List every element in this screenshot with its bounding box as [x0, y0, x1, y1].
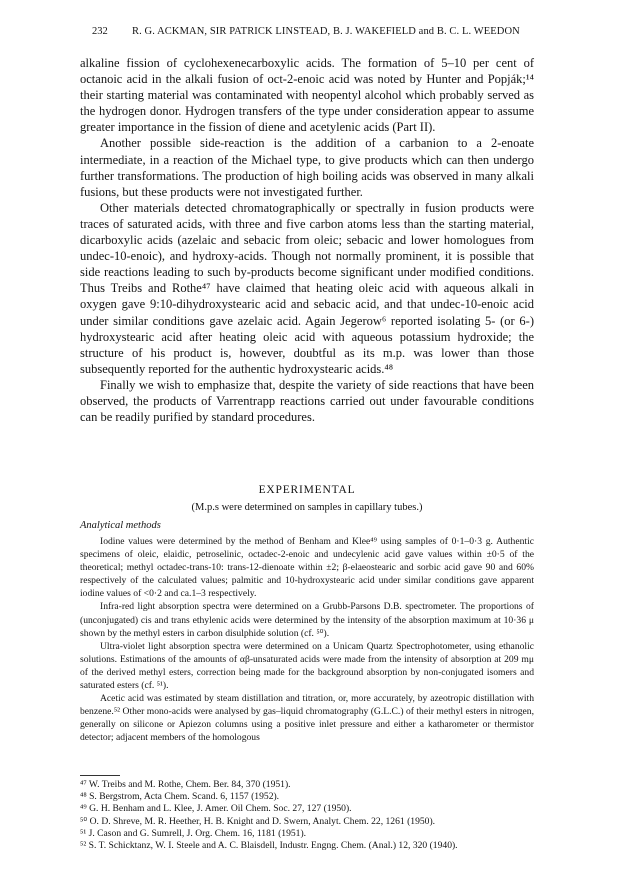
body-paragraph: Finally we wish to emphasize that, despite the variety of side reactions that have been observed, the products of Varrentrapp reactions carried out under favourable conditions can be readily purified by standard procedures. [80, 377, 534, 425]
footnotes [80, 779, 534, 852]
body-paragraph: alkaline fission of cyclohexenecarboxylic acids. The formation of 5–10 per cent of octanoic acid in the alkali fusion of oct-2-enoic acid was noted by Hunter and Popják;¹⁴ their starting material was contaminated with neopentyl alcohol which probably served as the hydrogen donor. Hydrogen transfers of the type under consideration appear to assume greater importance in the fission of diene and acetylenic acids (Part II). [80, 56, 534, 135]
footnote-divider [80, 775, 120, 776]
experimental-text [80, 535, 534, 745]
experimental-paragraph: Iodine values were determined by the method of Benham and Klee⁴⁹ using samples of 0·1–0·3 g. Authentic specimens of oleic, elaidic, petroselinic, octadec-2-enoic and undecylenic acid gave values within ±0·5 of the theoretical; methyl octadec-trans-10: trans-12-dienoate within ±2; β-elaeostearic and sorbic acid gave 90 and 60% respectively of the calculated values; palmitic and 10-hydroxystearic acid under similar conditions gave apparent iodine values of <0·2 and ca.1–3 respectively. [80, 536, 534, 600]
page-number: 232 [92, 26, 108, 37]
body-paragraph: Another possible side-reaction is the addition of a carbanion to a 2-enoate intermediate, in a reaction of the Michael type, to give products which can then undergo further transformations. The production of high boiling acids was observed in many alkali fusions, but these products were not investigated further. [80, 136, 534, 199]
footnote: ⁵¹ J. Cason and G. Sumrell, J. Org. Chem. 16, 1181 (1951). [80, 827, 307, 839]
experimental-paragraph: Acetic acid was estimated by steam distillation and titration, or, more accurately, by azeotropic distillation with benzene.⁵² Other mono-acids were analysed by gas–liquid chromatography (G.L.C.) of their methyl esters in nitrogen, generally on silicone or Apiezon columns using a positive inlet pressure and either a katharometer or thermistor detector; adjacent members of the homologous [80, 693, 534, 744]
experimental-paragraph: Ultra-violet light absorption spectra were determined on a Unicam Quartz Spectrophotometer, using ethanolic solutions. Estimations of the amounts of αβ-unsaturated acids were made from the intensity of absorption at 209 mμ of the derived methyl esters, correction being made for the background absorption by non-conjugated isomers and saturated esters (cf. ⁵¹). [80, 640, 534, 692]
body-paragraph: Other materials detected chromatographically or spectrally in fusion products were traces of saturated acids, with three and five carbon atoms less than the starting material, dicarboxylic acids (azelaic and sebacic from oleic; sebacic and lower homologues from undec-10-enoic), and hydroxy-acids. Though not normally prominent, it is possible that side reactions leading to such by-products become significant under modified conditions. Thus Treibs and Rothe⁴⁷ have claimed that heating oleic acid with aqueous alkali in oxygen gave 9:10-dihydroxystearic acid and sebacic acid, and that undec-10-enoic acid under similar conditions gave azelaic acid. Again Jegerow⁶ reported isolating 5- (or 6-) hydroxystearic acid after heating oleic acid with aqueous potassium hydroxide; the structure of his product is, however, doubtful as its m.p. was lower than those subsequently reported for the authentic hydroxystearic acids.⁴⁸ [80, 200, 534, 376]
section-heading: EXPERIMENTAL [258, 484, 356, 496]
footnote: ⁵² S. T. Schicktanz, W. I. Steele and A. C. Blaisdell, Industr. Engng. Chem. (Anal.) 12, 320 (1940). [80, 840, 458, 852]
experimental-paragraph: Infra-red light absorption spectra were determined on a Grubb-Parsons D.B. spectrometer. The proportions of (unconjugated) cis and trans ethylenic acids were determined by the intensity of the absorption maximum at 10·36 μ shown by the methyl esters in carbon disulphide solution (cf. ⁵⁰). [80, 601, 534, 639]
subsection-heading: Analytical methods [80, 520, 161, 531]
footnote: ⁴⁸ S. Bergstrom, Acta Chem. Scand. 6, 1157 (1952). [80, 791, 280, 803]
running-header-authors: R. G. ACKMAN, SIR PATRICK LINSTEAD, B. J. WAKEFIELD and B. C. L. WEEDON [132, 26, 520, 37]
section-note: (M.p.s were determined on samples in capillary tubes.) [191, 502, 423, 513]
main-text [80, 55, 534, 425]
footnote: ⁴⁹ G. H. Benham and L. Klee, J. Amer. Oil Chem. Soc. 27, 127 (1950). [80, 803, 352, 815]
footnote: ⁴⁷ W. Treibs and M. Rothe, Chem. Ber. 84, 370 (1951). [80, 779, 291, 790]
footnote: ⁵⁰ O. D. Shreve, M. R. Heether, H. B. Knight and D. Swern, Analyt. Chem. 22, 1261 (1950). [80, 815, 436, 827]
